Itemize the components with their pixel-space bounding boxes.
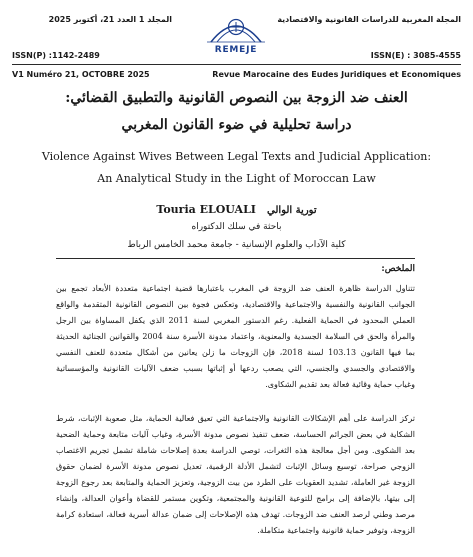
header-divider <box>12 64 461 65</box>
title-english-line-1: Violence Against Wives Between Legal Texts and Judicial Application: <box>41 150 432 163</box>
journal-name-french: Revue Marocaine des Eudes Juridiques et Economiques <box>212 70 461 79</box>
journal-name-arabic: المجلة المغربية للدراسات القانونية والاقتصادية <box>277 15 461 24</box>
author-affiliation: كلية الآداب والعلوم الإنسانية - جامعة محمد الخامس الرباط <box>127 240 346 250</box>
author-line <box>0 198 473 217</box>
issn-electronic: ISSN(E) : 3085-4555 <box>370 51 461 60</box>
issn-print: ISSN(P) :1142-2489 <box>12 51 100 60</box>
issue-info-french: V1 Numéro 21, OCTOBRE 2025 <box>12 70 150 79</box>
abstract-heading: الملخص: <box>381 264 415 274</box>
author-name-arabic: تورية الوالي <box>267 205 317 216</box>
title-english-line-2: An Analytical Study in the Light of Moroccan Law <box>97 172 376 185</box>
title-arabic-line-1: العنف ضد الزوجة بين النصوص القانونية والتطبيق القضائي: <box>65 90 408 106</box>
abstract-paragraph-2: تركز الدراسة على أهم الإشكالات القانونية والاجتماعية التي تعيق فعالية الحماية، مثل صعوبة الإثبات، شرط الشكاية في بعض الجرائم الحساسة، ضعف تنفيذ نصوص مدونة الأسرة، وغياب آليات متابعة وحماية الضحية بعد الشكوى. ومن أجل معالجة هذه الثغرات، توصي الدراسة بعدة إصلاحات شاملة تشمل تجريم الاغتصاب الزوجي صراحة، توسيع وسائل الإثبات لتشمل الأدلة الرقمية، تعديل نصوص مدونة الأسرة لضمان حقوق الزوجة غير العاملة، تشديد العقوبات على الطرد من بيت الزوجية، وتعزيز الحماية والمتابعة بعد رجوع الزوجة إلى بيتها، بالإضافة إلى برامج للتوعية القانونية والمجتمعية، وتكوين مستمر للقضاة وأعوان العدالة، وإنشاء مرصد وطني لرصد العنف ضد الزوجات. تهدف هذه الإصلاحات إلى ضمان عدالة أسرية فعالة، استعادة كرامة الزوجة، وتوفير حماية قانونية واجتماعية متكاملة. <box>56 414 415 535</box>
logo-wordmark: REMEJE <box>214 45 258 55</box>
abstract-divider <box>56 258 415 259</box>
author-role: باحثة في سلك الدكتوراه <box>191 222 282 232</box>
title-arabic-line-2: دراسة تحليلية في ضوء القانون المغربي <box>121 117 352 133</box>
author-name-english: Touria ELOUALI <box>156 203 256 216</box>
abstract-paragraph-1: تتناول الدراسة ظاهرة العنف ضد الزوجة في المغرب باعتبارها قضية اجتماعية متعددة الأبعاد تجمع بين الجوانب القانونية والنفسية والاجتماعية والاقتصادية، وتعكس فجوة بين النصوص القانونية المتقدمة والواقع العملي المحدود في الحماية الفعلية. رغم الدستور المغربي لسنة 2011 الذي يكفل المساواة بين الرجل والمرأة والحق في السلامة الجسدية والمعنوية، واعتماد مدونة الأسرة سنة 2004 والقوانين الجنائية الحديثة بما فيها القانون 103.13 لسنة 2018، فإن الزوجات ما زلن يعانين من أشكال متعددة للعنف النفسي والاقتصادي والجسدي والجنسي، التي يصعب ردعها أو إثباتها بسبب ضعف الآليات القانونية والمؤسساتية وغياب حماية وقائية فعالة بعد تقديم الشكاوى. <box>56 284 415 389</box>
issue-info-arabic: المجلد 1 العدد 21، أكتوبر 2025 <box>48 15 172 24</box>
